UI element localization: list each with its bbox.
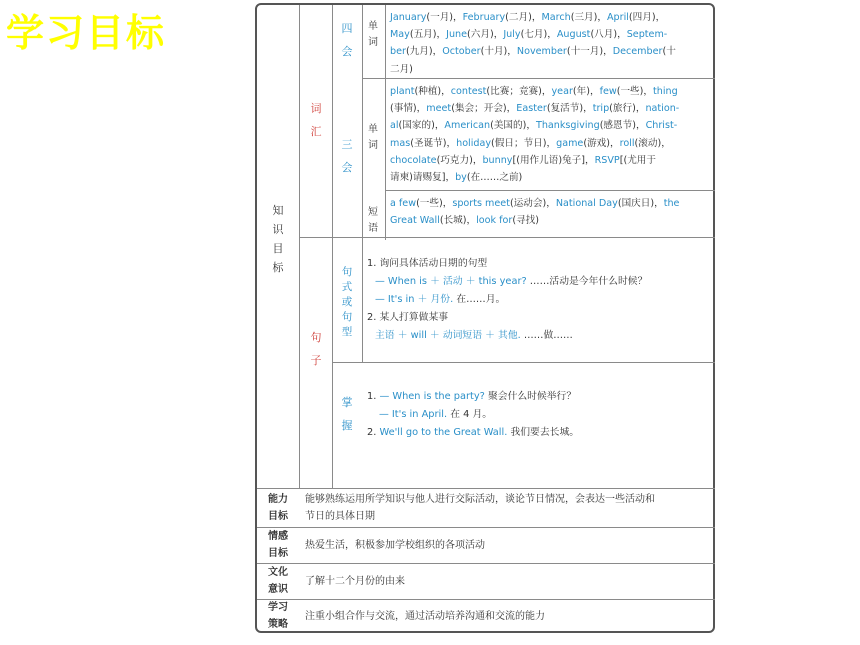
row-label-part: 学习: [268, 602, 288, 613]
chinese-meaning: (二月)，: [505, 12, 542, 23]
english-term: holiday: [456, 137, 492, 149]
row-label-part: 情感: [268, 531, 288, 542]
english-term: November: [516, 46, 567, 58]
sentence-patterns: [367, 255, 712, 345]
english-term: the: [663, 198, 680, 209]
pattern-text: ……做……: [520, 330, 573, 341]
english-term: plant: [390, 86, 415, 97]
chinese-meaning: (十: [662, 46, 676, 58]
chinese-meaning: (一些)，: [616, 86, 653, 97]
row-label-part: 能力: [268, 493, 288, 505]
english-term: look for: [476, 215, 513, 227]
row-label: [257, 564, 299, 598]
three-skills-words: [390, 83, 712, 186]
english-term: meet: [426, 103, 452, 115]
chinese-meaning: 请柬)请赐复]，: [390, 172, 456, 184]
english-term: June: [446, 29, 468, 41]
master-english: — It's in April.: [379, 409, 448, 420]
chinese-meaning: (复活节)，: [546, 103, 593, 115]
chinese-meaning: [(用作儿语)兔子]，: [512, 154, 595, 166]
word-line: [390, 9, 712, 26]
row-text-line: 节日的具体日期: [305, 510, 375, 522]
chinese-meaning: (寻找): [512, 215, 540, 227]
chinese-meaning: 二月): [390, 63, 413, 75]
slide-title: 学习目标: [6, 11, 167, 55]
word-line: [390, 212, 712, 229]
pattern-line: [367, 273, 712, 291]
pattern-text: 2. 某人打算做某事: [367, 312, 449, 323]
english-term: ber: [390, 46, 406, 58]
three-skills-label: 三 会: [341, 138, 353, 174]
english-term: mas: [390, 137, 411, 149]
row-label: [257, 599, 299, 633]
english-term: March: [541, 12, 571, 23]
english-term: Septem-: [626, 29, 668, 41]
master-english: — When is the party?: [379, 391, 485, 402]
row-label: [257, 491, 299, 525]
chinese-meaning: (巧克力)，: [436, 154, 483, 166]
pattern-line: [367, 309, 712, 327]
english-term: trip: [592, 103, 610, 115]
chinese-meaning: (八月)，: [590, 29, 627, 41]
english-term: April: [606, 12, 629, 23]
chinese-meaning: (运动会)，: [509, 198, 556, 209]
english-term: chocolate: [390, 154, 437, 166]
knowledge-goal-label: 知 识 目 标: [272, 204, 284, 274]
word-line: [390, 61, 712, 78]
pattern-english: — It's in ＋ 月份.: [375, 294, 454, 305]
english-term: May: [390, 29, 410, 41]
english-term: Christ-: [645, 120, 678, 132]
english-term: July: [503, 29, 521, 41]
chinese-meaning: (四月)，: [628, 12, 666, 23]
english-term: sports meet: [452, 198, 510, 209]
row-text-line: 了解十二个月份的由来: [305, 575, 405, 587]
english-term: a few: [390, 198, 417, 209]
pattern-text: 1. 询问具体活动日期的句型: [367, 258, 488, 269]
chinese-meaning: (比赛；竞赛)，: [486, 86, 552, 97]
chinese-meaning: (游戏)，: [583, 137, 620, 149]
pattern-label: 句 式 或 句 型: [341, 266, 353, 338]
master-sentences: [367, 388, 712, 442]
row-text-line: 能够熟练运用所学知识与他人进行交际活动，谈论节日情况，会表达一些活动和: [305, 493, 655, 505]
row-label-part: 策略: [268, 619, 288, 630]
objectives-table: [255, 3, 715, 633]
word-line: [390, 169, 712, 186]
row-text: [305, 537, 710, 554]
chinese-meaning: (六月)，: [467, 29, 504, 41]
chinese-meaning: (五月)，: [409, 29, 447, 41]
word-line: [390, 43, 712, 60]
row-text: [305, 491, 710, 525]
row-label-part: 意识: [268, 584, 288, 595]
english-term: Easter: [516, 103, 547, 115]
english-term: February: [462, 12, 506, 23]
english-term: August: [556, 29, 591, 41]
chinese-meaning: (滚动)，: [634, 137, 671, 149]
sentence-label: 句 子: [310, 331, 322, 367]
row-text: [305, 608, 710, 625]
word-label-three: 单 词: [368, 124, 378, 151]
chinese-meaning: (集会；开会)，: [451, 103, 517, 115]
english-term: thing: [653, 86, 678, 97]
chinese-meaning: (假日；节日)，: [491, 137, 557, 149]
master-label: 掌 握: [341, 396, 353, 432]
english-term: January: [390, 12, 427, 23]
phrases-text: [390, 195, 712, 229]
row-label-part: 文化: [268, 567, 288, 578]
master-number: 1.: [367, 391, 380, 402]
english-term: December: [612, 46, 663, 58]
english-term: few: [599, 86, 617, 97]
four-skills-words: [390, 9, 712, 78]
word-line: [390, 100, 712, 117]
row-label-part: 目标: [268, 510, 288, 522]
pattern-english: 主语 ＋ will ＋ 动词短语 ＋ 其他.: [375, 330, 521, 341]
chinese-meaning: (一些)，: [416, 198, 453, 209]
chinese-meaning: (在……之前): [466, 172, 523, 184]
word-label-four: 单 词: [368, 21, 378, 48]
english-term: National Day: [555, 198, 618, 209]
pattern-english: — When is ＋ 活动 ＋ this year?: [375, 276, 527, 287]
master-chinese: 在 4 月。: [447, 409, 493, 420]
chinese-meaning: (三月)，: [570, 12, 607, 23]
pattern-line: [367, 327, 712, 345]
english-term: roll: [619, 137, 635, 149]
pattern-line: [367, 255, 712, 273]
master-chinese: 聚会什么时候举行？: [484, 391, 577, 402]
english-term: Thanksgiving: [535, 120, 600, 132]
english-term: American: [444, 120, 491, 132]
chinese-meaning: [(尤用于: [619, 154, 656, 166]
chinese-meaning: (圣诞节)，: [410, 137, 457, 149]
english-term: by: [455, 172, 467, 184]
chinese-meaning: (美国的)，: [490, 120, 536, 132]
chinese-meaning: (七月)，: [520, 29, 557, 41]
row-label: [257, 528, 299, 562]
chinese-meaning: (旅行)，: [609, 103, 646, 115]
pattern-line: [367, 291, 712, 309]
english-term: Great Wall: [390, 215, 440, 227]
row-label-part: 目标: [268, 548, 288, 559]
master-english: We'll go to the Great Wall.: [379, 427, 508, 438]
english-term: al: [390, 120, 399, 132]
chinese-meaning: (十月)，: [480, 46, 517, 58]
word-line: [390, 152, 712, 169]
master-line: [367, 406, 712, 424]
chinese-meaning: (九月)，: [405, 46, 443, 58]
english-term: year: [551, 86, 573, 97]
pattern-text: 在……月。: [453, 294, 506, 305]
row-text: [305, 573, 710, 590]
master-number: 2.: [367, 427, 380, 438]
chinese-meaning: (十一月)，: [566, 46, 613, 58]
chinese-meaning: (国家的)，: [398, 120, 445, 132]
row-text-line: 热爱生活，积极参加学校组织的各项活动: [305, 539, 485, 551]
english-term: game: [556, 137, 584, 149]
word-line: [390, 83, 712, 100]
word-line: [390, 195, 712, 212]
chinese-meaning: (一月)，: [426, 12, 463, 23]
chinese-meaning: (年)，: [572, 86, 600, 97]
english-term: October: [442, 46, 481, 58]
chinese-meaning: (感恩节)，: [599, 120, 646, 132]
master-line: [367, 424, 712, 442]
chinese-meaning: (事情)，: [390, 103, 427, 115]
english-term: bunny: [482, 154, 513, 166]
word-line: [390, 26, 712, 43]
phrase-label: 短 语: [368, 207, 378, 234]
chinese-meaning: (国庆日)，: [617, 198, 664, 209]
row-text-line: 注重小组合作与交流，通过活动培养沟通和交流的能力: [305, 610, 545, 622]
chinese-meaning: (长城)，: [439, 215, 477, 227]
word-line: [390, 135, 712, 152]
word-line: [390, 117, 712, 134]
english-term: contest: [450, 86, 487, 97]
vocabulary-label: 词 汇: [310, 102, 322, 138]
english-term: RSVP: [594, 154, 620, 166]
master-chinese: 我们要去长城。: [507, 427, 580, 438]
master-line: [367, 388, 712, 406]
four-skills-label: 四 会: [341, 22, 353, 58]
chinese-meaning: (种植)，: [414, 86, 451, 97]
pattern-text: ……活动是今年什么时候？: [526, 276, 648, 287]
english-term: nation-: [645, 103, 680, 115]
